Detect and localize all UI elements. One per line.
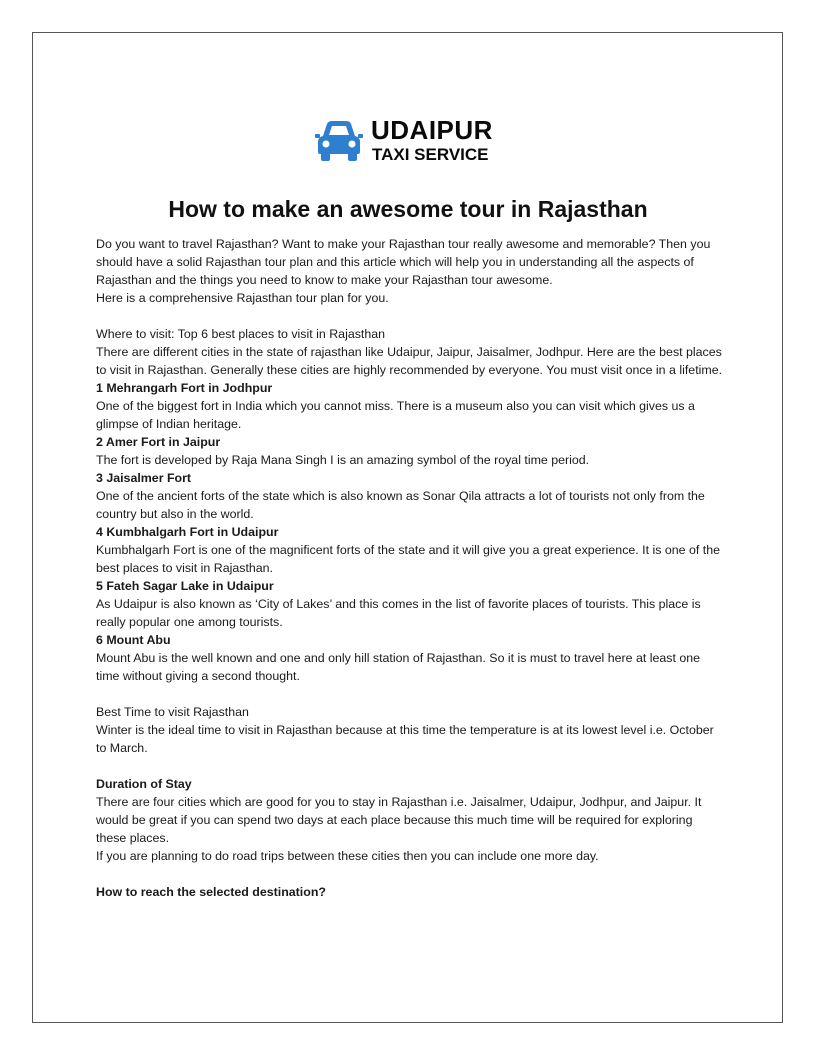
duration-text: There are four cities which are good for you to stay in Rajasthan i.e. Jaisalmer, Udaipur, Jodhpur, and Jaipur. It would be great if you can spend two days at each place because this much time will be required for exploring these places.: [96, 795, 702, 845]
place-heading: 1 Mehrangarh Fort in Jodhpur: [96, 381, 273, 395]
place-heading: 6 Mount Abu: [96, 633, 171, 647]
place-heading: 4 Kumbhalgarh Fort in Udaipur: [96, 525, 279, 539]
place-desc: One of the ancient forts of the state which is also known as Sonar Qila attracts a lot of tourists not only from the country but also in the world.: [96, 489, 705, 521]
duration-heading: Duration of Stay: [96, 777, 192, 791]
reach-heading: How to reach the selected destination?: [96, 885, 326, 899]
intro-paragraph: Do you want to travel Rajasthan? Want to make your Rajasthan tour really awesome and memorable? Then you should have a solid Rajasthan tour plan and this article which will help you in understanding all the aspects of Rajasthan and the things you need to know to make your Rajasthan tour awesome.: [96, 237, 711, 287]
intro-plan-line: Here is a comprehensive Rajasthan tour plan for you.: [96, 291, 389, 305]
place-desc: The fort is developed by Raja Mana Singh I is an amazing symbol of the royal time period.: [96, 453, 590, 467]
best-time-heading: Best Time to visit Rajasthan: [96, 705, 249, 719]
logo-line2: TAXI SERVICE: [372, 145, 489, 164]
place-desc: One of the biggest fort in India which you cannot miss. There is a museum also you can visit which gives us a glimpse of Indian heritage.: [96, 399, 695, 431]
place-desc: Kumbhalgarh Fort is one of the magnificent forts of the state and it will give you a great experience. It is one of the best places to visit in Rajasthan.: [96, 543, 721, 575]
car-icon: [314, 118, 364, 164]
where-text: There are different cities in the state of rajasthan like Udaipur, Jaipur, Jaisalmer, Jodhpur. Here are the best places to visit in Rajasthan. Generally these cities are highly recommended by everyone. You must visit once in a lifetime.: [96, 345, 723, 377]
duration-road-trip-text: If you are planning to do road trips between these cities then you can include one more day.: [96, 849, 599, 863]
logo: [314, 114, 504, 170]
place-desc: As Udaipur is also known as ‘City of Lakes’ and this comes in the list of favorite places of tourists. This place is really popular one among tourists.: [96, 597, 701, 629]
place-heading: 5 Fateh Sagar Lake in Udaipur: [96, 579, 274, 593]
page-title: How to make an awesome tour in Rajasthan: [168, 196, 648, 222]
article-body: [96, 235, 726, 901]
logo-line1: UDAIPUR: [371, 115, 493, 145]
place-heading: 2 Amer Fort in Jaipur: [96, 435, 221, 449]
place-heading: 3 Jaisalmer Fort: [96, 471, 192, 485]
best-time-text: Winter is the ideal time to visit in Rajasthan because at this time the temperature is at its lowest level i.e. October to March.: [96, 723, 714, 755]
place-desc: Mount Abu is the well known and one and only hill station of Rajasthan. So it is must to travel here at least one time without giving a second thought.: [96, 651, 701, 683]
where-heading: Where to visit: Top 6 best places to visit in Rajasthan: [96, 327, 386, 341]
